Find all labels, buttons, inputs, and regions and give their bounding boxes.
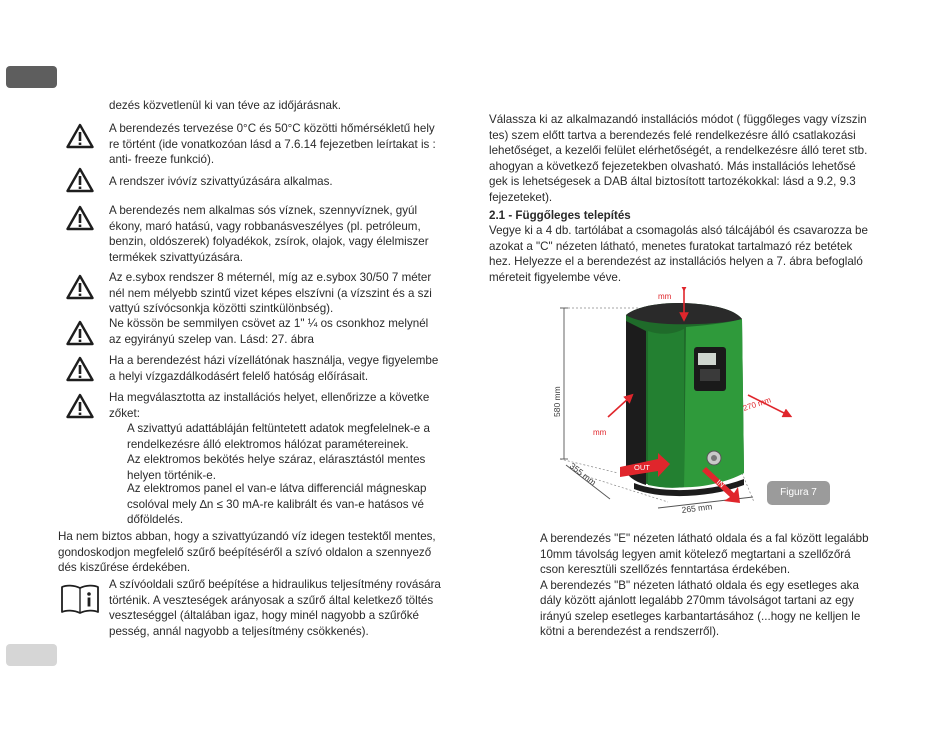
warning-text-suction-depth: Az e.sybox rendszer 8 méternél, míg az e.sybox 30/50 7 méter nél nem mélyebb szintű vizet képes elszívni (a vízszint és a szi vattyú szívócsonkja közötti szintkülönbség).: [109, 271, 432, 315]
warning-icon: [66, 167, 94, 193]
depth-dimension-label: 355 mm: [567, 460, 599, 488]
clearance-paragraph: A berendezés "E" nézeten látható oldala és a fal között legalább 10mm távolság legyen amit kötelező megtartani a szellőzőrá cson keresztüli szellőzés fenntartása érdekében. A berendezés "B" nézeten látható oldala és egy esetleges aka dály között ajánlott legalább 270mm távolságot tartani az egy irányú szelep esetleges karbantartásához (...hogy ne kelljen le kötni a berendezést a rendszerről).: [540, 532, 869, 638]
check-item-nameplate: A szivattyú adattábláján feltüntetett adatok megfelelnek-e a rendelkezésre álló elektromos hálózat paramétereinek.: [127, 422, 430, 451]
section-heading: 2.1 - Függőleges telepítés: [489, 209, 631, 222]
warning-text-drinking-water: A rendszer ivóvíz szivattyúzására alkalmas.: [109, 175, 333, 188]
warning-text-pipe: Ne kössön be semmilyen csövet az 1" ¼ os csonkhoz melynél az egyirányú szelep van. Lásd: 27. ábra: [109, 317, 429, 346]
side-clearance-label: 270 mm: [741, 395, 773, 413]
warning-icon: [66, 123, 94, 149]
left-intro: dezés közvetlenül ki van téve az időjárásnak.: [109, 99, 342, 112]
warning-icon: [66, 356, 94, 382]
width-dimension-label: 265 mm: [681, 501, 713, 515]
page-tab-top: [6, 66, 57, 88]
warning-text-liquids: A berendezés nem alkalmas sós víznek, szennyvíznek, gyúl ékony, maró hatású, vagy robbanásveszélyes (pl. petróleum, benzin, oldószerek) folyadékok, zsírok, olajok, vagy élelmiszer termékek szivattyúzására.: [109, 204, 429, 264]
page-tab-bottom: [6, 644, 57, 666]
info-text-filter-loss: A szívóoldali szűrő beépítése a hidraulikus teljesítmény rovására történik. A veszteségek arányosak a szűrő által keletkező töltés veszteséggel (általában igaz, hogy minél nagyobb a szűrőké pesség, annál nagyobb a teljesítmény csökkenés).: [109, 578, 441, 638]
check-item-differential-switch: Az elektromos panel el van-e látva differenciál mágneskap csolóval mely ∆n ≤ 30 mA-re kalibrált és van-e hatásos vé dőföldelés.: [127, 482, 427, 526]
height-dimension-label: 580 mm: [552, 386, 562, 417]
left-clearance-label: mm: [593, 428, 607, 437]
warning-icon: [66, 320, 94, 346]
warning-text-checks: Ha megválasztotta az installációs helyet, ellenőrizze a követke zőket:: [109, 391, 430, 420]
manual-info-icon: [60, 583, 100, 615]
check-item-electrical-location: Az elektromos bekötés helye száraz, elárasztástól mentes helyen történik-e.: [127, 453, 426, 482]
height-dimension-line: [560, 308, 568, 459]
warning-icon: [66, 205, 94, 231]
warning-icon: [66, 274, 94, 300]
warning-icon: [66, 393, 94, 419]
warning-text-domestic: Ha a berendezést házi vízellátónak használja, vegye figyelembe a helyi vízgazdálkodásért felelő hatóság előírásait.: [109, 354, 439, 383]
in-port-label: IN: [714, 477, 727, 490]
right-intro: Válassza ki az alkalmazandó installációs módot ( függőleges vagy vízszin tes) szem előtt tartva a berendezés felé rendelkezésre álló csatlakozási lehetőséget, a kezelői felület elérhetőségét, a rendelkezésre álló teret stb. ahogyan a következő fejezetekben olvasható. Más installációs lehetősé gek is lehetségesek a DAB által biztosított tartozékokkal: lásd a 9.2, 9.3 fejezeteket).: [489, 113, 868, 204]
vertical-install-paragraph: Vegye ki a 4 db. tartólábat a csomagolás alsó tálcájából és csavarozza be azokat a "C" nézeten látható, menetes furatokat tartalmazó réz betétek hez. Helyezze el a berendezést az installációs helyen a 7. ábra befoglaló méreteit figyelembe véve.: [489, 224, 868, 284]
out-port-label: OUT: [634, 463, 650, 472]
warning-text-temperature: A berendezés tervezése 0°C és 50°C közötti hőmérsékletű hely re történt (ide vonatkozóan lásd a 7.6.14 fejezetben leírtakat is : anti- freeze funkció).: [109, 122, 436, 166]
figure-caption: Figura 7: [767, 481, 830, 505]
top-clearance-label: mm: [658, 292, 672, 301]
filter-paragraph: Ha nem biztos abban, hogy a szivattyúzandó víz idegen testektől mentes, gondoskodjon megfelelő szűrő beépítéséről a szívó oldalon a szennyező dés kiszűrése érdekében.: [58, 530, 436, 574]
